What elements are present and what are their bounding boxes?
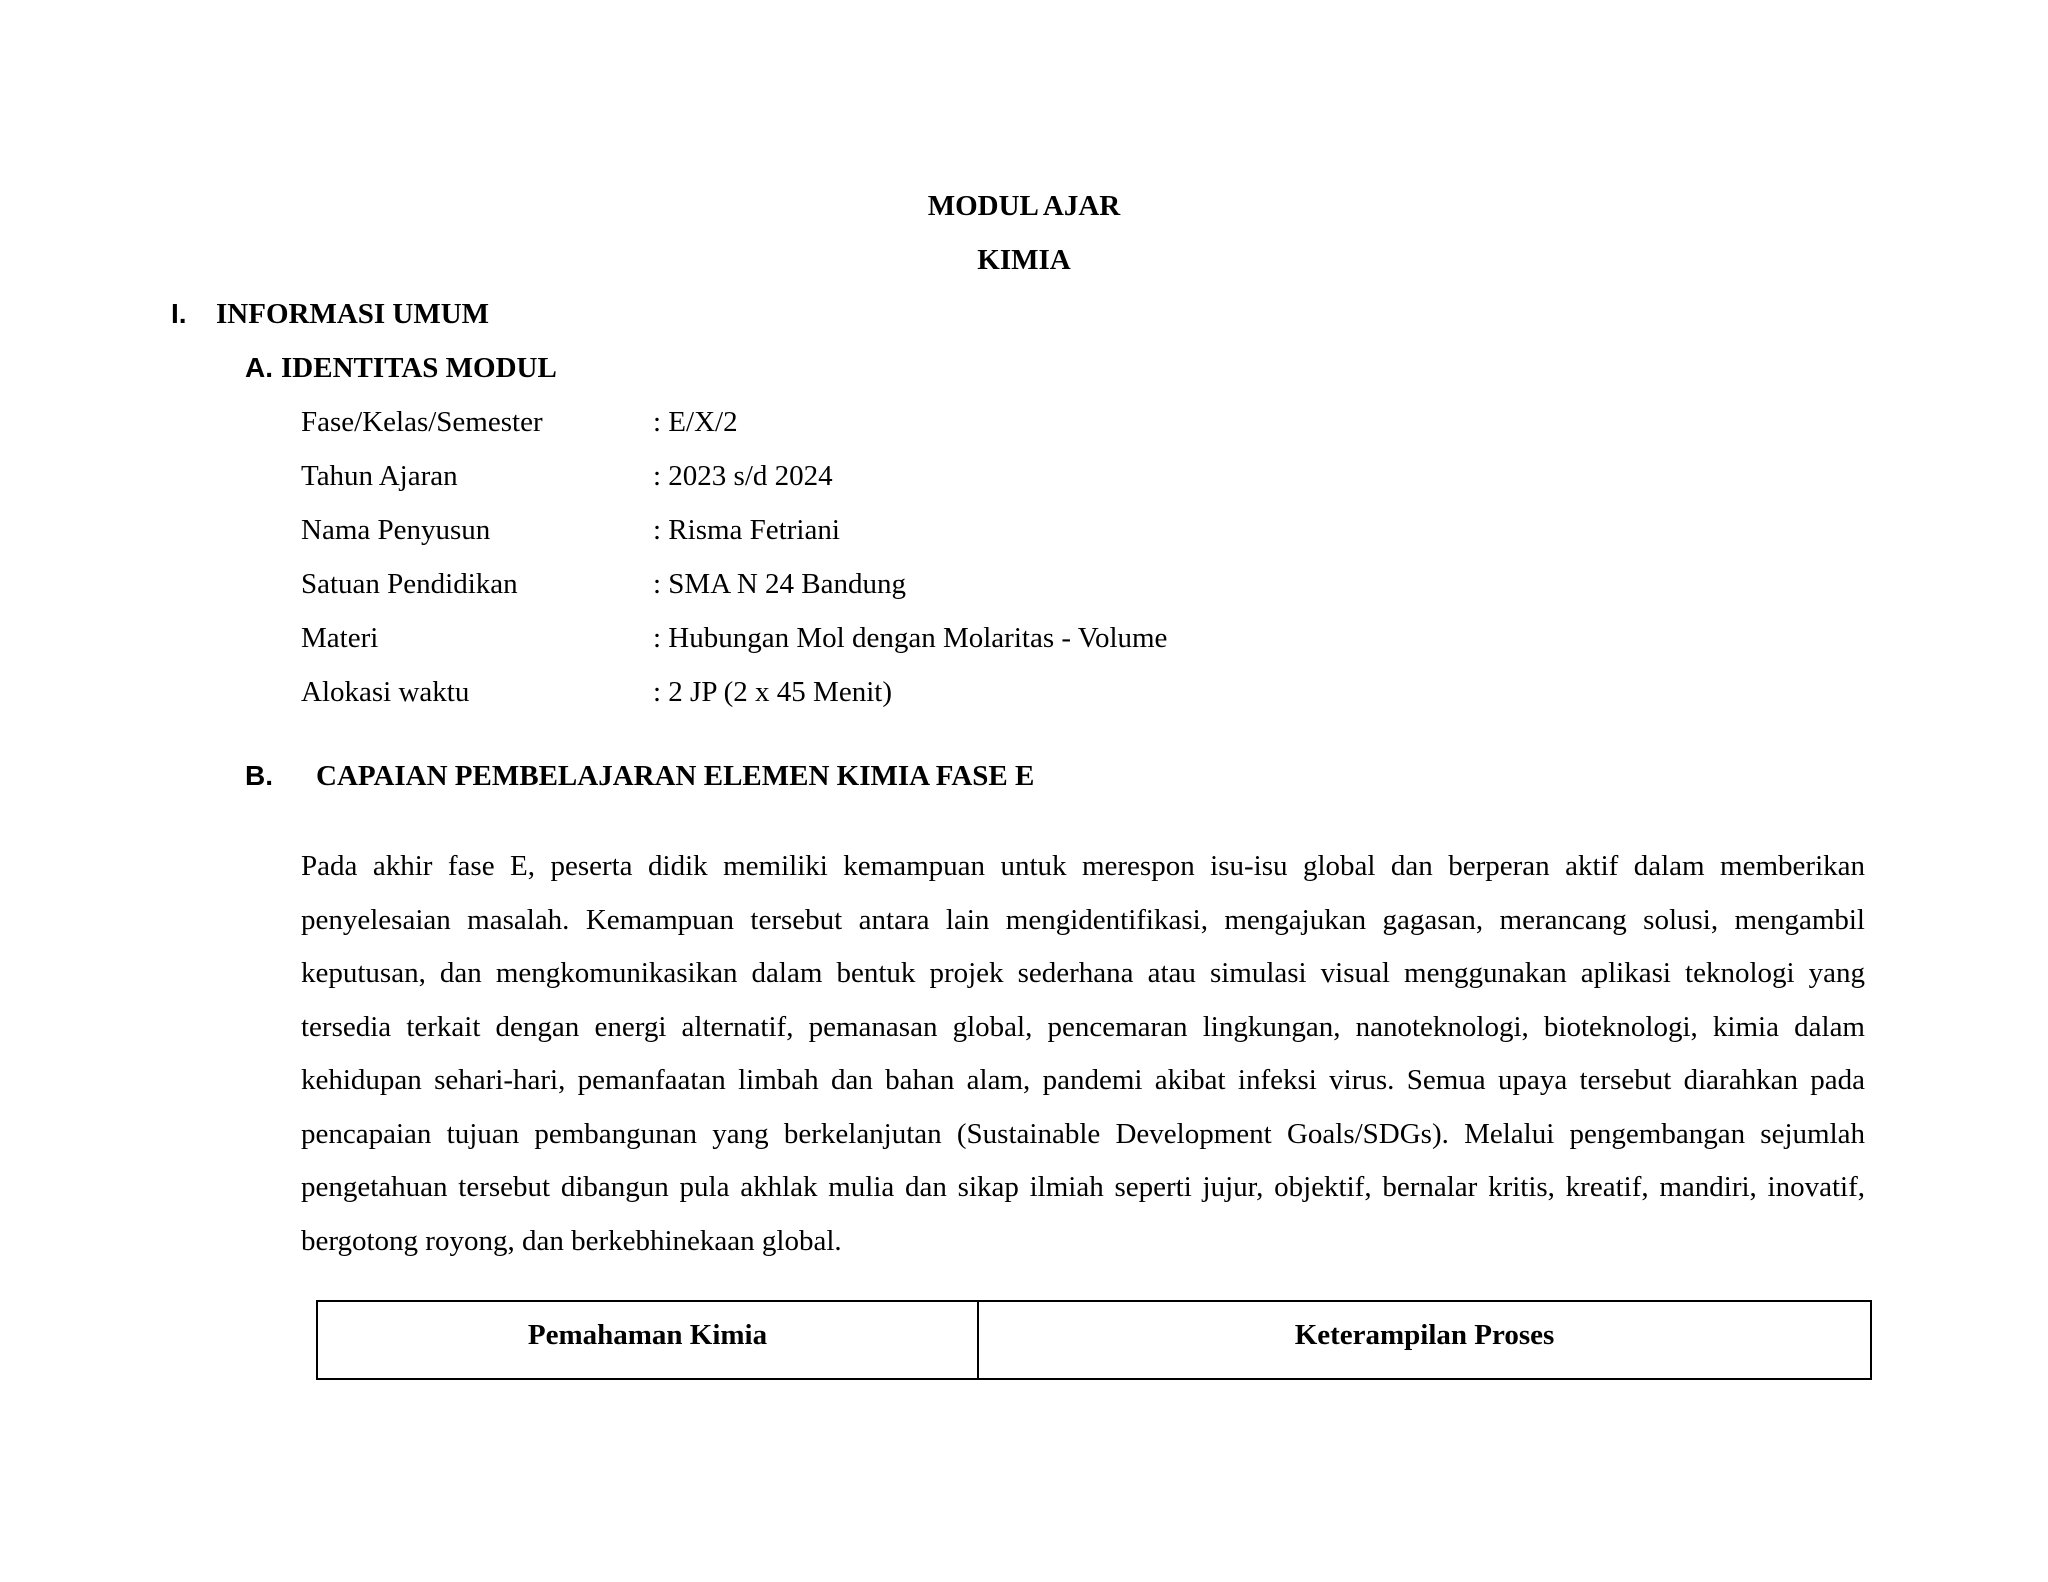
section-number: I. bbox=[171, 298, 187, 329]
identity-row bbox=[301, 513, 1501, 547]
table-header-cell: Keterampilan Proses bbox=[1294, 1319, 1555, 1351]
identity-row bbox=[301, 405, 1501, 439]
identity-row bbox=[301, 459, 1501, 493]
identity-value: : Hubungan Mol dengan Molaritas - Volume bbox=[653, 622, 1168, 654]
identity-label: Satuan Pendidikan bbox=[301, 568, 518, 600]
subsection-heading: CAPAIAN PEMBELAJARAN ELEMEN KIMIA FASE E bbox=[316, 760, 1035, 792]
identity-label: Materi bbox=[301, 622, 379, 654]
identity-value: : SMA N 24 Bandung bbox=[653, 568, 906, 600]
identity-value: : 2 JP (2 x 45 Menit) bbox=[653, 676, 892, 708]
identity-label: Nama Penyusun bbox=[301, 514, 491, 546]
elements-table bbox=[316, 1300, 1872, 1380]
body-paragraph: Pada akhir fase E, peserta didik memiliki kemampuan untuk merespon isu-isu global dan berperan aktif dalam memberikan penyelesaian masalah. Kemampuan tersebut antara lain mengidentifikasi, mengajukan gagasan, merancang solusi, mengambil keputusan, dan mengkomunikasikan dalam bentuk projek sederhana atau simulasi visual menggunakan aplikasi teknologi yang tersedia terkait dengan energi alternatif, pemanasan global, pencemaran lingkungan, nanoteknologi, bioteknologi, kimia dalam kehidupan sehari-hari, pemanfaatan limbah dan bahan alam, pandemi akibat infeksi virus. Semua upaya tersebut diarahkan pada pencapaian tujuan pembangunan yang berkelanjutan (Sustainable Development Goals/SDGs). Melalui pengembangan sejumlah pengetahuan tersebut dibangun pula akhlak mulia dan sikap ilmiah seperti jujur, objektif, bernalar kritis, kreatif, mandiri, inovatif, bergotong royong, dan berkebhinekaan global. bbox=[301, 850, 1865, 1257]
identity-label: Fase/Kelas/Semester bbox=[301, 406, 543, 438]
subsection-letter: A. bbox=[245, 352, 273, 383]
identity-value: : Risma Fetriani bbox=[653, 514, 840, 546]
identity-value: : E/X/2 bbox=[653, 406, 738, 438]
identity-row bbox=[301, 621, 1501, 655]
identity-label: Alokasi waktu bbox=[301, 676, 470, 708]
section-heading: INFORMASI UMUM bbox=[216, 298, 490, 330]
identity-row bbox=[301, 567, 1501, 601]
identity-row bbox=[301, 675, 1501, 709]
identity-value: : 2023 s/d 2024 bbox=[653, 460, 833, 492]
doc-subtitle: KIMIA bbox=[977, 244, 1071, 276]
subsection-heading: IDENTITAS MODUL bbox=[281, 352, 557, 384]
subsection-letter: B. bbox=[245, 760, 273, 791]
doc-title: MODUL AJAR bbox=[927, 190, 1121, 222]
table-header-cell: Pemahaman Kimia bbox=[318, 1302, 979, 1378]
identity-label: Tahun Ajaran bbox=[301, 460, 458, 492]
